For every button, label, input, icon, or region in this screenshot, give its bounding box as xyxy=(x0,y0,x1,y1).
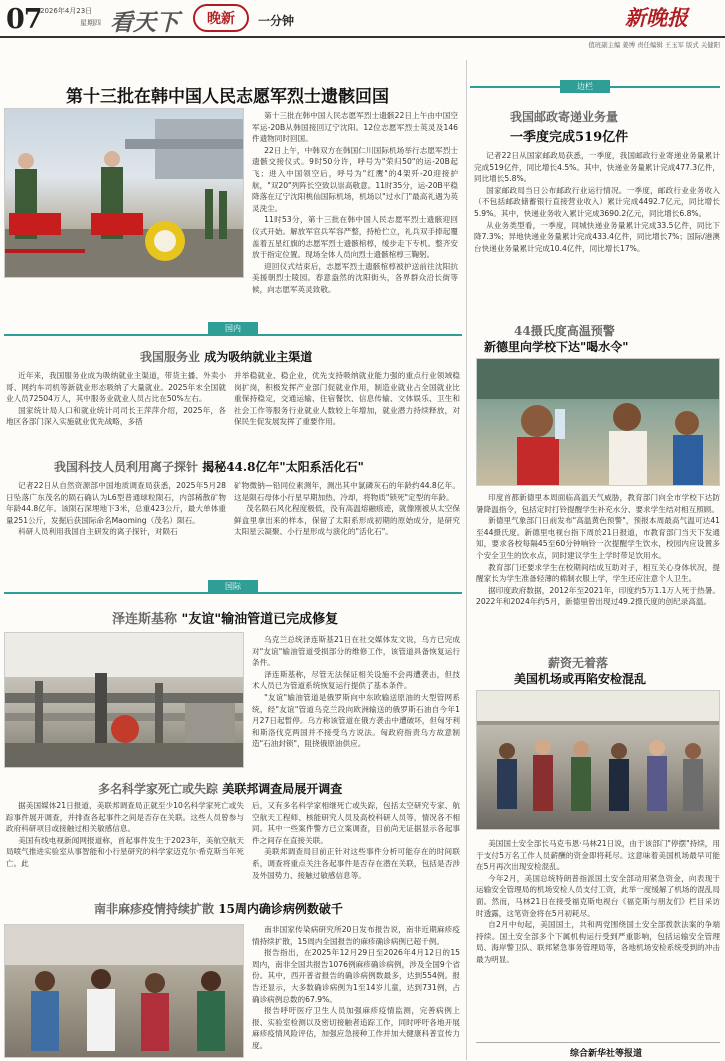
heat-body: 印度首都新德里本周面临高温天气威胁，教育部门向全市学校下达防暑降温指令，包括定时打铃提醒学生补充水分、要求学生结对相互照顾。 新德里气象部门日前发布"高温黄色预警"，预报本周最高气温可达41至44摄氏度。新德里电视台指下周於21日报道，市教育部门当天下发通知，要求各校每隔45至60分钟响铃一次提醒学生饮水，校园内应设置多个安全卫生的饮水点，同时建议学生上学时带足饮用水。 教育部门还要求学生在校期间结成互助对子，相互关心身体状况，提醒家长为学生准备轻薄的棉制衣服上学，学生还应注意个人卫生。 据印度政府数据，2012年至2021年，印度约5万1.1万人死于热暑。2022年和2024年约5月，新德里曾出现过49.2摄氏度的创纪录高温。 xyxy=(476,493,720,607)
pipeline-body: 乌克兰总统泽连斯基21日在社交媒体发文说，乌方已完成对"友谊"输油管道受损部分的维修工作，该管道具备恢复运行条件。 泽连斯基称，尽管无法保证相关设施不会再遭袭击，但技术人员已为管道系统恢复运行提供了基本条件。 "友谊"输油管道是俄罗斯向中东欧输送原油的大型管网系统，经"友谊"管道乌克兰段向欧洲输送的俄罗斯石油自今年1月27日起暂停。乌方称该管道在俄方袭击中遭破坏，但匈牙利和斯洛伐克两国并不接受乌方说法。匈政府指责乌方故意制造"石油封锁"，阻挠俄原油供应。 xyxy=(252,635,460,749)
post-body: 记者22日从国家邮政局获悉，一季度，我国邮政行业寄递业务量累计完成519亿件，同比增长4.5%。其中，快递业务量累计完成477.3亿件，同比增长5.8%。 国家邮政局当日公布邮政行业运行情况。一季度，邮政行业业务收入（不包括邮政储蓄银行直接营业收入）累计完成4492.7亿元，同比增长5.9%。其中，快递业务收入累计完成3690.2亿元，同比增长6.8%。 从业务类型看，一季度，同城快递业务量累计完成33.5亿件，同比下降7.3%；异地快递业务量累计完成433.4亿件，同比增长7%；国际/港澳台快递业务量累计完成10.4亿件，同比增长17%。 xyxy=(474,151,720,253)
lead-photo-ceremony xyxy=(4,108,244,278)
pipeline-photo xyxy=(4,632,244,768)
column-divider xyxy=(466,60,467,1060)
pipeline-headline: 泽连斯基称 "友谊"输油管道已完成修复 xyxy=(112,612,339,627)
domestic-story1-headline: 我国服务业 成为吸纳就业主渠道 xyxy=(140,350,313,364)
pipeline-illustration xyxy=(5,633,244,768)
issue-weekday: 星期四 xyxy=(80,19,101,27)
post-headline-line2: 一季度完成519亿件 xyxy=(510,130,629,145)
airport-body: 美国国土安全部长马克韦恩·马林21日说，由于该部门"停摆"持续，用于支付5万名工作人员薪酬的资金即将耗尽。这意味着美国机场最早可能在5月再次出现安检混乱。 今年2月，美国总统特朗普指派国土安全部动用紧急资金，向表现于运输安全管理局的机场安检人员支付工资，此举一度缓解了机场的混乱局面。然而，马林21日在接受福克斯电视台《福克斯与朋友们》栏目采访时透露，这笔资金将在5月初耗尽。 自2月中旬起，美国国土，共和两党围绕国土安全部拨款法案的争端持续。国土安全部多个下属机构运行受到严重影响，包括运输安全管理局、海岸警卫队、联邦紧急事务管理局等，各地机场安检系统受到的冲击最为明显。 xyxy=(476,839,720,964)
domestic-story2-col2: 矿物微钠—铅同位素测年，测出其中氯磷灰石的年龄约44.8亿年。这是陨石母体小行星早期加热、冷却，将物质"锁死"定型的年龄。 茂名陨石风化程度极低，没有高温熔融痕迹，就像刚被从太空保鲜盒里拿出来的样本，保留了太阳系形成初期的原始成分，是研究太阳星云凝聚、小行星形成与演化的"活化石"。 xyxy=(234,481,460,537)
newspaper-logo: 新晚报 xyxy=(625,5,688,30)
news-credit: 综合新华社等报道 xyxy=(570,1049,643,1059)
measles-headline: 南非麻疹疫情持续扩散 15周内确诊病例数破千 xyxy=(94,902,343,916)
heat-illustration xyxy=(477,359,720,486)
airport-photo-security-line xyxy=(476,690,720,830)
scientist-headline: 多名科学家死亡或失踪 美联邦调查局展开调查 xyxy=(98,782,343,796)
domestic-banner-label: 国内 xyxy=(208,322,258,335)
international-banner-label: 国际 xyxy=(208,580,258,593)
heat-photo-drinking-water xyxy=(476,358,720,486)
side-banner-label: 边栏 xyxy=(560,80,610,93)
scientist-col2: 后，又有多名科学家相继死亡或失踪，包括太空研究专家、航空航天工程师、核能研究人员及高校科研人员等，情况各不相同。其中一些案件警方已立案调查，目前尚无证据显示各起事件之间存在直接关联。 美联邦调查局目前正针对这些事件分析可能存在的时间联系，调查将重点关注各起事件是否存在潜在关联，包括是否涉及外国势力、接触过敏感信息等。 xyxy=(252,801,460,880)
heat-headline-line1: 44摄氏度高温预警 xyxy=(514,324,615,338)
airport-illustration xyxy=(477,691,720,830)
airport-headline-line1: 薪资无着落 xyxy=(548,656,609,670)
ceremony-illustration xyxy=(5,109,244,278)
section-seal-logo: 晚新 xyxy=(193,4,249,32)
domestic-story1-col2: 并举稳就业、稳企业，优先支持吸纳就业能力强的重点行业领域稳岗扩岗，积极发挥产业部门促就业作用，制造业就业占全国就业比重保持稳定，交通运输、住宿餐饮、信息传输、文体娱乐、卫生和社会工作等服务行业就业人数较上年增加，就业潜力持续释放，对保民生促发展发挥了重要作用。 xyxy=(234,371,460,427)
post-headline-line1: 我国邮政寄递业务量 xyxy=(510,110,619,124)
domestic-story2-col1: 记者22日从自然资源部中国地质调查局获悉，2025年5月28日坠落广东茂名的陨石确认为L6型普通球粒陨石，内部稀散矿物年龄44.8亿年。该陨石深埋地下3米，总重423公斤，最大单体重量251公斤，发掘后获国际命名Maoming（茂名）陨石。 科研人员利用我国自主研发的离子探针，对陨石 xyxy=(6,481,226,537)
lead-headline: 第十三批在韩中国人民志愿军烈士遗骸回国 xyxy=(66,87,389,107)
page-number: 07 xyxy=(6,4,42,35)
masthead-rule xyxy=(0,36,725,38)
scientist-col1: 据美国媒体21日报道，美联邦调查局正就至少10名科学家死亡或失踪事件展开调查，并排查各起事件之间是否存在关联。这些人员曾参与政府科研项目或接触过相关敏感信息。 美国有线电视新闻网报道称，首起事件发生于2023年，美航空航天局喷气推进实验室从事智能和小行星研究的科学家迈克尔·希克斯当年死亡。此 xyxy=(6,801,244,868)
credit-rule xyxy=(476,1042,720,1043)
measles-illustration xyxy=(5,925,244,1058)
issue-date: 2026年4月23日 xyxy=(40,7,93,15)
measles-body: 南非国家传染病研究所20日发布报告说，南非近期麻疹疫情持续扩散，15周内全国报告的麻疹确诊病例已超千例。 报告指出，在2025年12月29日至2026年4月12日的15周内，南非全国共报告1076例麻疹确诊病例，涉及全国9个省份。其中，西开普省报告的确诊病例数最多，达到554例。报告还显示，大多数确诊病例为1至14岁儿童，达到731例，占确诊病例总数的67.9%。 报告呼吁医疗卫生人员加强麻疹疫情监测，完善病例上报、实验室检测以及密切接触者追踪工作，同时呼吁各地开展麻疹疫情风险评估，加强应急接种工作并加大健康科普宣传力度。 xyxy=(252,925,460,1050)
domestic-story1-col1: 近年来，我国服务业成为吸纳就业主渠道，带货主播、外卖小哥、网约车司机等新就业形态吸纳了大量就业。2025年末全国就业人员72504万人，其中服务业就业人员占比在50%左右。 国家统计局人口和就业统计司司长王萍萍介绍，2025年，各地区各部门深入实施就业优先战略，多措 xyxy=(6,371,226,427)
measles-photo-vaccination xyxy=(4,924,244,1058)
domestic-story2-headline: 我国科技人员利用离子探针 揭秘44.8亿年"太阳系活化石" xyxy=(54,460,364,474)
section-subtitle: 一分钟 xyxy=(258,14,295,28)
heat-headline-line2: 新德里向学校下达"喝水令" xyxy=(484,340,629,354)
airport-headline-line2: 美国机场或再陷安检混乱 xyxy=(514,672,647,686)
section-title: 看天下 xyxy=(110,9,179,36)
lead-body: 第十三批在韩中国人民志愿军烈士遗骸22日上午由中国空军运-20B从韩国接回辽宁沈阳。12位志愿军烈士英灵及146件遗物同时回国。 22日上午，中韩双方在韩国仁川国际机场举行志愿军烈士遗骸交接仪式。9时50分许，呼号为"荣归50"的运-20B起飞；进入中国领空后，呼号为"红鹰"的4架歼-20迎接护航，"双20"列阵长空致以崇高敬意。11时35分，运-20B平稳降落在辽宁沈阳桃仙国际机场，机场以"过水门"最高礼遇为英灵洗尘。 11时53分，第十三批在韩中国人民志愿军烈士遗骸迎回仪式开始。解放军官兵军容严整，持枪伫立，礼兵双手捧起覆盖着五星红旗的志愿军烈士遗骸棺椁，缓步走下专机。整齐安放于指定位置。现场全体人员向烈士遗骸棺椁三鞠躬。 迎回仪式结束后，志愿军烈士遗骸棺椁被护送前往沈阳抗美援朝烈士陵园。春意盎然的沈阳街头，各界群众沿长街等候，向志愿军英灵致敬。 xyxy=(252,111,458,294)
editor-credits: 值班副主编 姜博 责任编辑 王玉军 版式 关健阳 xyxy=(588,41,720,49)
